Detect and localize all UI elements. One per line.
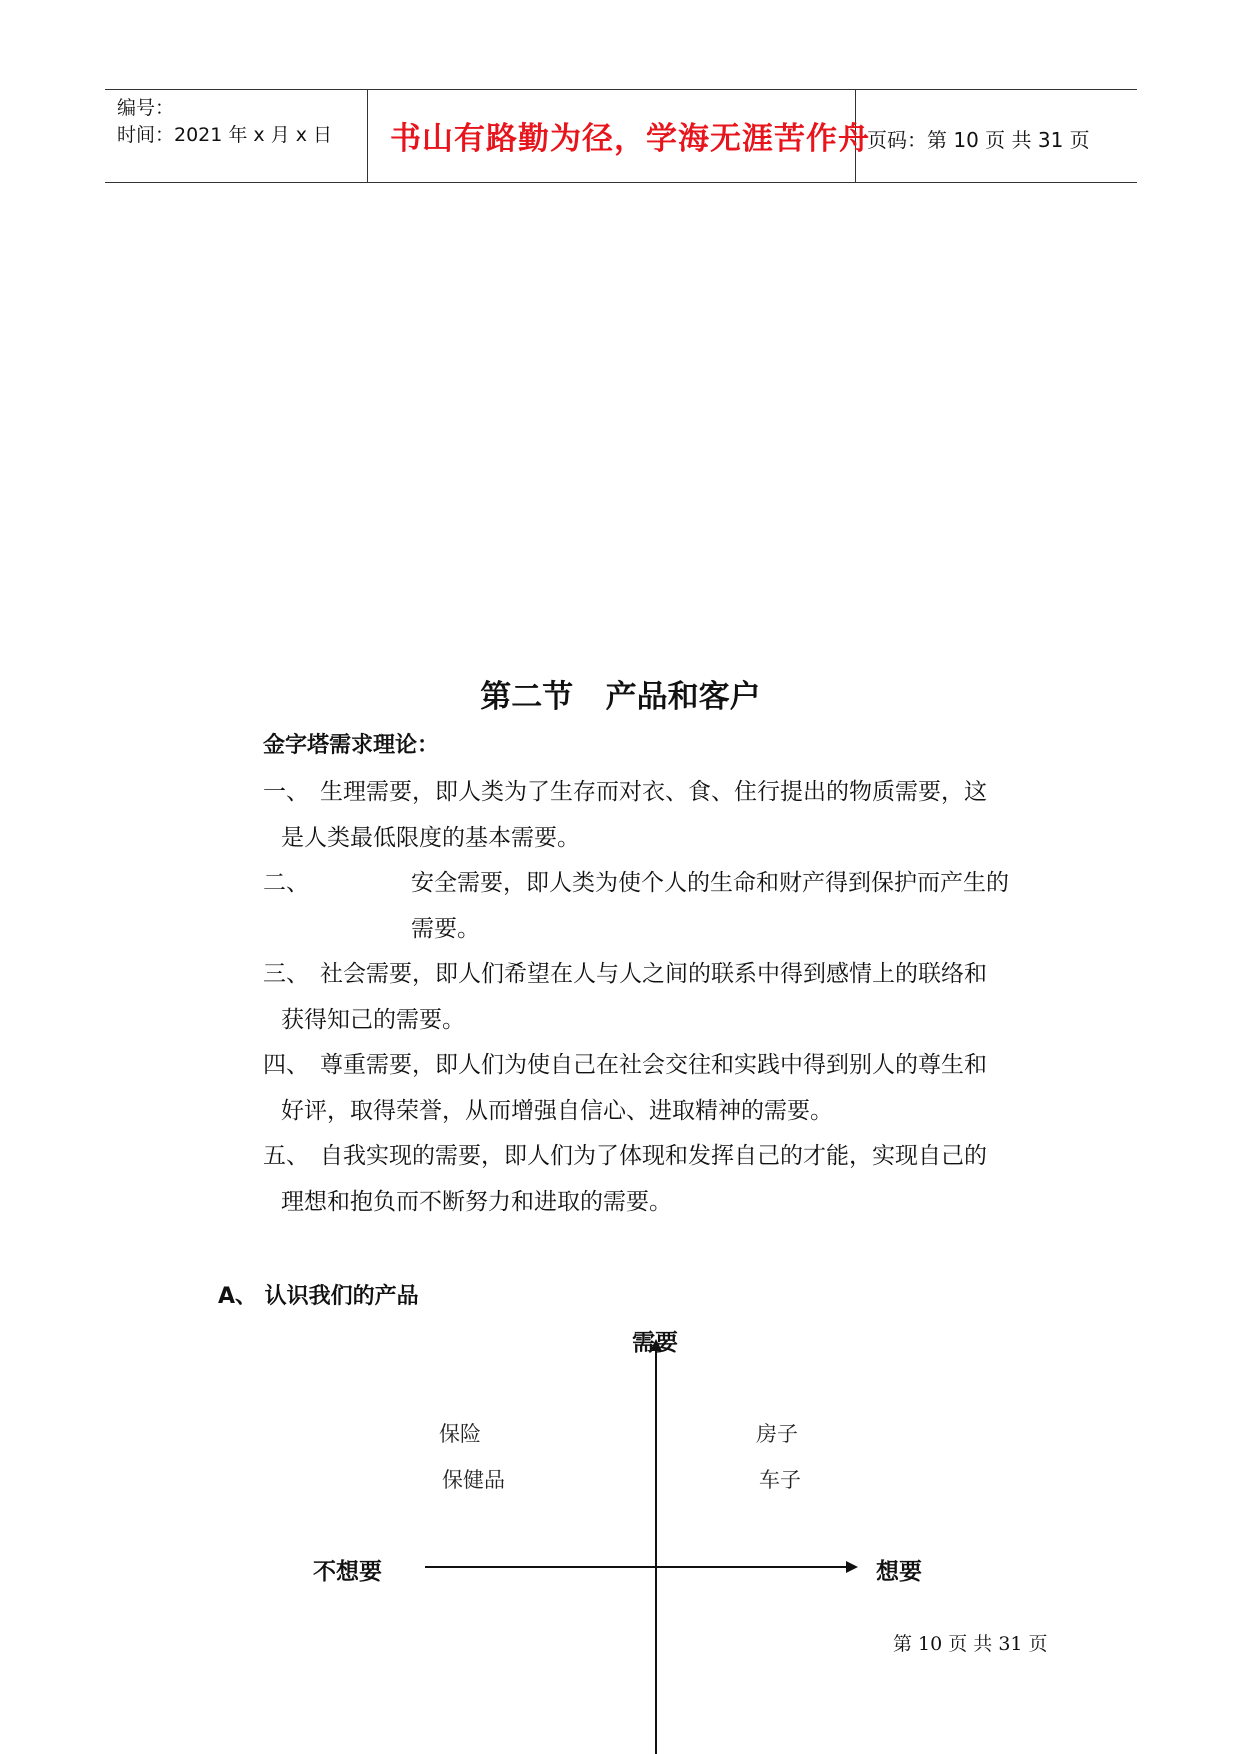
list-item-number: 一、 (263, 779, 309, 805)
header-page-info: 页码：第 10 页 共 31 页 (867, 128, 1090, 152)
products-title: A、 认识我们的产品 (218, 1284, 419, 1309)
theory-title: 金字塔需求理论： (263, 733, 440, 758)
product-label: 保险 (439, 1422, 481, 1446)
product-label: 保健品 (442, 1468, 505, 1492)
header-motto: 书山有路勤为径，学海无涯苦作舟 (390, 121, 870, 157)
list-item-line: 好评，取得荣誉，从而增强自信心、进取精神的需要。 (281, 1098, 833, 1124)
document-number-label: 编号： (117, 97, 175, 119)
list-item-number: 二、 (263, 870, 309, 896)
product-label: 车子 (759, 1468, 801, 1492)
document-time-label: 时间：2021 年 x 月 x 日 (117, 124, 333, 146)
list-item-line: 自我实现的需要，即人们为了体现和发挥自己的才能，实现自己的 (320, 1143, 987, 1169)
axis-label-need: 需要 (632, 1330, 678, 1356)
list-item-number: 四、 (263, 1052, 309, 1078)
axis-label-not-want: 不想要 (313, 1559, 382, 1585)
axis-label-want: 想要 (876, 1559, 922, 1585)
list-item-line: 理想和抱负而不断努力和进取的需要。 (281, 1189, 672, 1215)
list-item-line: 获得知己的需要。 (281, 1007, 465, 1033)
list-item-line: 需要。 (411, 916, 480, 942)
section-title: 第二节 产品和客户 (480, 679, 761, 715)
list-item-line: 生理需要，即人类为了生存而对衣、食、住行提出的物质需要，这 (320, 779, 987, 805)
list-item-number: 五、 (263, 1143, 309, 1169)
list-item-number: 三、 (263, 961, 309, 987)
list-item-line: 安全需要，即人类为使个人的生命和财产得到保护而产生的 (411, 870, 1009, 896)
list-item-line: 尊重需要，即人们为使自己在社会交往和实践中得到别人的尊生和 (320, 1052, 987, 1078)
list-item-line: 社会需要，即人们希望在人与人之间的联系中得到感情上的联络和 (320, 961, 987, 987)
page-footer: 第 10 页 共 31 页 (893, 1633, 1048, 1655)
list-item-line: 是人类最低限度的基本需要。 (281, 825, 580, 851)
product-label: 房子 (756, 1422, 798, 1446)
